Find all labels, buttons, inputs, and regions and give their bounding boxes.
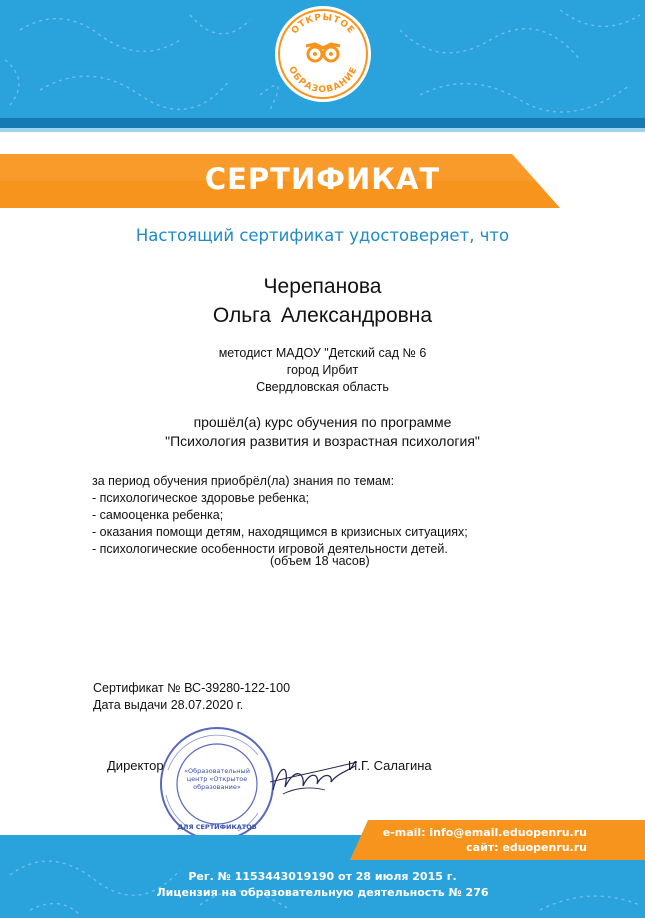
subtitle: Настоящий сертификат удостоверяет, что xyxy=(135,226,510,245)
topic-item: - самооценка ребенка; xyxy=(92,508,224,522)
logo-text-bottom: ОБРАЗОВАНИЕ xyxy=(286,65,360,96)
topics-intro: за период обучения приобрёл(ла) знания по темам: xyxy=(92,474,395,488)
site-link[interactable]: сайт: eduopenru.ru xyxy=(466,841,587,854)
certificate-number: Сертификат № ВС-39280-122-100 xyxy=(93,681,291,695)
stamp-center-text: «Образовательный центр «Открытое образование» xyxy=(184,767,250,791)
certificate-info xyxy=(93,680,290,714)
director-label: Директор xyxy=(107,758,164,773)
position-line: Свердловская область xyxy=(256,380,389,394)
recipient-position xyxy=(0,345,645,396)
position-line: методист МАДОУ "Детский сад № 6 xyxy=(218,346,427,360)
email-link[interactable]: e-mail: info@email.eduopenru.ru xyxy=(382,826,587,839)
course-intro: прошёл(а) курс обучения по программе xyxy=(193,414,452,430)
course-hours: (объем 18 часов) xyxy=(270,554,370,568)
header-stripe xyxy=(0,118,645,128)
issue-date: Дата выдачи 28.07.2020 г. xyxy=(93,698,244,712)
registration-number: Рег. № 1153443019190 от 28 июля 2015 г. xyxy=(188,870,457,883)
director-name: И.Г. Салагина xyxy=(348,758,432,773)
stamp-seal xyxy=(158,725,276,843)
topic-item: - оказания помощи детям, находящимся в кризисных ситуациях; xyxy=(92,525,468,539)
recipient-given-names: Ольга Александровна xyxy=(212,304,433,327)
position-line: город Ирбит xyxy=(286,363,359,377)
header-stripe-light xyxy=(0,128,645,132)
topic-item: - психологическое здоровье ребенка; xyxy=(92,491,310,505)
topics-list xyxy=(92,473,552,558)
recipient-surname: Черепанова xyxy=(263,275,382,298)
director-signature xyxy=(265,752,360,802)
stamp-bottom-text: ДЛЯ СЕРТИФИКАТОВ xyxy=(177,823,257,831)
course-block xyxy=(0,413,645,451)
course-title: "Психология развития и возрастная психология" xyxy=(165,433,480,449)
certificate-title: СЕРТИФИКАТ xyxy=(204,162,441,196)
logo xyxy=(273,4,373,104)
license-info: Лицензия на образовательную деятельность № 276 xyxy=(156,886,489,899)
topic-item: - психологические особенности игровой деятельности детей. xyxy=(92,542,448,556)
logo-text-top: ОТКРЫТОЕ xyxy=(289,12,357,37)
